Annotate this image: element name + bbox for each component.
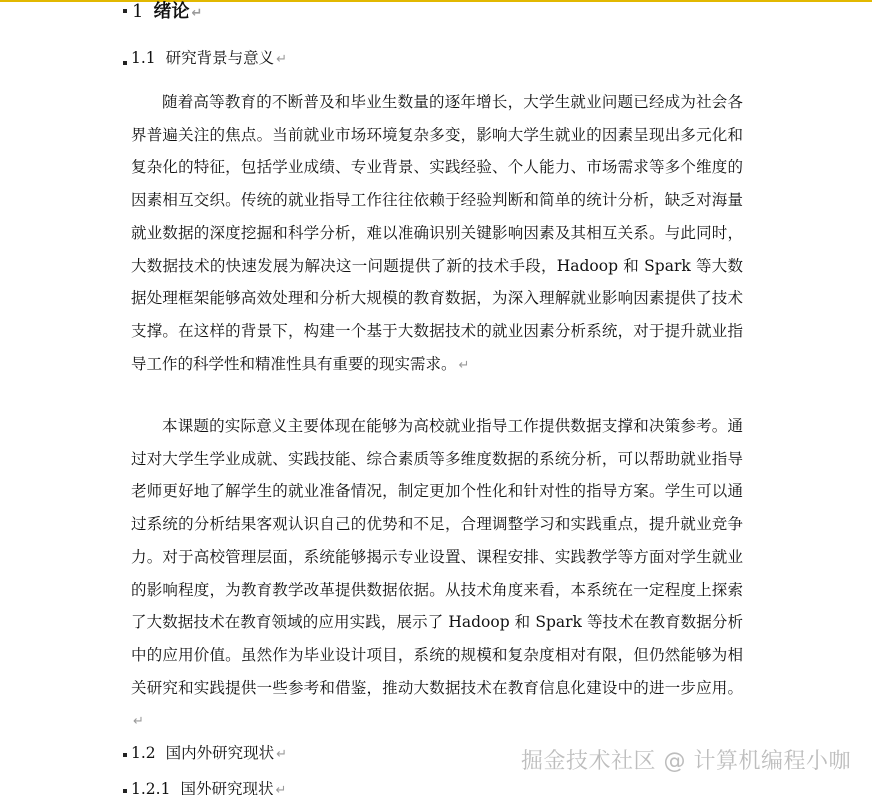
- heading-marker: [123, 753, 127, 757]
- chapter-heading[interactable]: [132, 0, 202, 26]
- section-heading-1-2[interactable]: [131, 742, 287, 766]
- paragraph-text: 本课题的实际意义主要体现在能够为高校就业指导工作提供数据支撑和决策参考。通过对大学生学业成就、实践技能、综合素质等多维度数据的系统分析，可以帮助就业指导老师更好地了解学生的就业准备情况，制定更加个性化和针对性的指导方案。学生可以通过系统的分析结果客观认识自己的优势和不足，合理调整学习和实践重点，提升就业竞争力。对于高校管理层面，系统能够揭示专业设置、课程安排、实践教学等方面对学生就业的影响程度，为教育教学改革提供数据依据。从技术角度来看，本系统在一定程度上探索了大数据技术在教育领域的应用实践，展示了 Hadoop 和 Spark 等技术在教育数据分析中的应用价值。虽然作为毕业设计项目，系统的规模和复杂度相对有限，但仍然能够为相关研究和实践提供一些参考和借鉴，推动大数据技术在教育信息化建设中的进一步应用。: [131, 417, 743, 697]
- watermark-text: 掘金技术社区 @ 计算机编程小咖: [521, 749, 851, 774]
- body-paragraph-2[interactable]: [131, 410, 743, 739]
- body-paragraph-1[interactable]: [131, 86, 743, 382]
- paragraph-mark: ↵: [276, 747, 288, 762]
- paragraph-mark: ↵: [458, 357, 470, 373]
- section-number: 1.1: [131, 49, 156, 67]
- chapter-number: 1: [132, 1, 144, 22]
- paragraph-mark: ↵: [133, 714, 144, 730]
- paragraph-text: 随着高等教育的不断普及和毕业生数量的逐年增长，大学生就业问题已经成为社会各界普遍关注的焦点。当前就业市场环境复杂多变，影响大学生就业的因素呈现出多元化和复杂化的特征，包括学业成绩、专业背景、实践经验、个人能力、市场需求等多个维度的因素相互交织。传统的就业指导工作往往依赖于经验判断和简单的统计分析，缺乏对海量就业数据的深度挖掘和科学分析，难以准确识别关键影响因素及其相互关系。与此同时，大数据技术的快速发展为解决这一问题提供了新的技术手段，Hadoop 和 Spark 等大数据处理框架能够高效处理和分析大规模的教育数据，为深入理解就业影响因素提供了技术支撑。在这样的背景下，构建一个基于大数据技术的就业因素分析系统，对于提升就业指导工作的科学性和精准性具有重要的现实需求。: [131, 93, 743, 373]
- subsection-heading-1-2-1[interactable]: [131, 778, 286, 795]
- heading-marker: [123, 61, 127, 65]
- paragraph-mark: ↵: [276, 52, 288, 67]
- section-title: 研究背景与意义: [165, 49, 275, 67]
- section-heading-1-1[interactable]: [131, 47, 287, 71]
- paragraph-mark: ↵: [191, 6, 203, 21]
- heading-marker: [123, 9, 127, 13]
- section-number: 1.2: [131, 744, 156, 762]
- heading-marker: [123, 789, 127, 793]
- paragraph-mark: ↵: [275, 783, 287, 795]
- subsection-number: 1.2.1: [131, 780, 171, 795]
- subsection-title: 国外研究现状: [180, 780, 274, 795]
- chapter-title: 绪论: [153, 1, 190, 22]
- section-title: 国内外研究现状: [165, 744, 275, 762]
